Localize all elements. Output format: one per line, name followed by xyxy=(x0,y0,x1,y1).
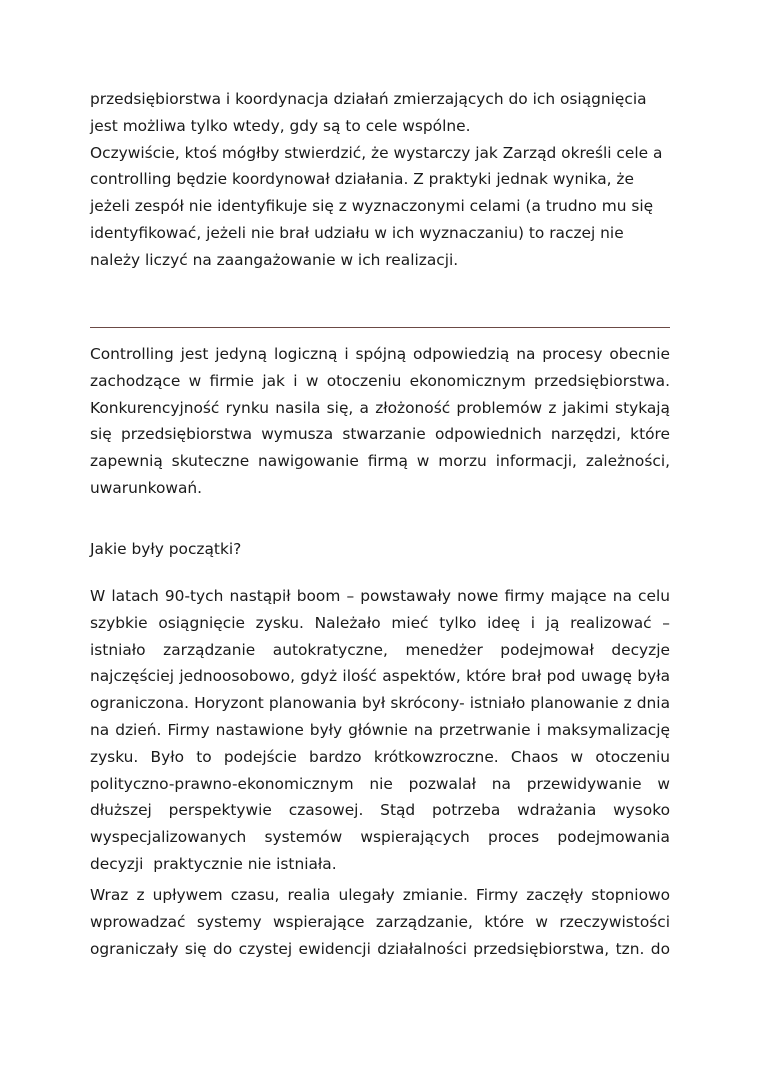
controlling-line: uwarunkowań. xyxy=(90,478,203,497)
controlling-line: zachodzące w firmie jak i w otoczeniu ekonomicznym przedsiębiorstwa. xyxy=(90,371,670,390)
beginnings-line: decyzji praktycznie nie istniała. xyxy=(90,854,337,873)
heading-text: Jakie były początki? xyxy=(90,540,242,558)
controlling-line: się przedsiębiorstwa wymusza stwarzanie odpowiednich narzędzi, które xyxy=(90,425,670,444)
intro-line: przedsiębiorstwa i koordynacja działań zmierzających do ich osiągnięcia xyxy=(90,90,647,108)
section-heading xyxy=(90,536,670,563)
controlling-line: Controlling jest jedyną logiczną i spójną odpowiedzią na procesy obecnie xyxy=(90,345,670,363)
change-line: ograniczały się do czystej ewidencji działalności przedsiębiorstwa, tzn. do xyxy=(90,939,670,958)
beginnings-line: wyspecjalizowanych systemów wspierających proces podejmowania xyxy=(90,828,670,847)
beginnings-line: szybkie osiągnięcie zysku. Należało mieć tylko ideę i ją realizować – xyxy=(90,613,670,632)
intro-line: jest możliwa tylko wtedy, gdy są to cele wspólne. xyxy=(90,116,471,135)
controlling-line: zapewnią skuteczne nawigowanie firmą w morzu informacji, zależności, xyxy=(90,452,670,471)
intro-line: jeżeli zespół nie identyfikuje się z wyznaczonymi celami (a trudno mu się xyxy=(90,197,654,216)
beginnings-line: W latach 90-tych nastąpił boom – powstawały nowe firmy mające na celu xyxy=(90,587,670,605)
beginnings-line: na dzień. Firmy nastawione były głównie na przetrwanie i maksymalizację xyxy=(90,720,670,739)
beginnings-paragraph xyxy=(90,583,670,878)
intro-line: Oczywiście, ktoś mógłby stwierdzić, że wystarczy jak Zarząd określi cele a xyxy=(90,143,663,162)
intro-line: identyfikować, jeżeli nie brał udziału w ich wyznaczaniu) to raczej nie xyxy=(90,223,624,242)
intro-line: należy liczyć na zaangażowanie w ich realizacji. xyxy=(90,250,459,269)
beginnings-line: najczęściej jednoosobowo, gdyż ilość aspektów, które brał pod uwagę była xyxy=(90,667,670,686)
beginnings-line: zysku. Było to podejście bardzo krótkowzroczne. Chaos w otoczeniu xyxy=(90,747,670,766)
section-divider xyxy=(90,327,670,328)
beginnings-line: dłuższej perspektywie czasowej. Stąd potrzeba wdrażania wysoko xyxy=(90,801,670,820)
intro-line: controlling będzie koordynował działania. Z praktyki jednak wynika, że xyxy=(90,170,634,189)
beginnings-line: polityczno-prawno-ekonomicznym nie pozwalał na przewidywanie w xyxy=(90,774,670,793)
change-line: wprowadzać systemy wspierające zarządzanie, które w rzeczywistości xyxy=(90,912,670,931)
controlling-paragraph xyxy=(90,341,670,502)
change-paragraph xyxy=(90,882,670,962)
beginnings-line: istniało zarządzanie autokratyczne, menedżer podejmował decyzje xyxy=(90,640,670,659)
change-line: Wraz z upływem czasu, realia ulegały zmianie. Firmy zaczęły stopniowo xyxy=(90,886,670,904)
beginnings-line: ograniczona. Horyzont planowania był skrócony- istniało planowanie z dnia xyxy=(90,694,670,713)
intro-paragraph xyxy=(90,86,670,274)
controlling-line: Konkurencyjność rynku nasila się, a złożoność problemów z jakimi stykają xyxy=(90,398,670,417)
